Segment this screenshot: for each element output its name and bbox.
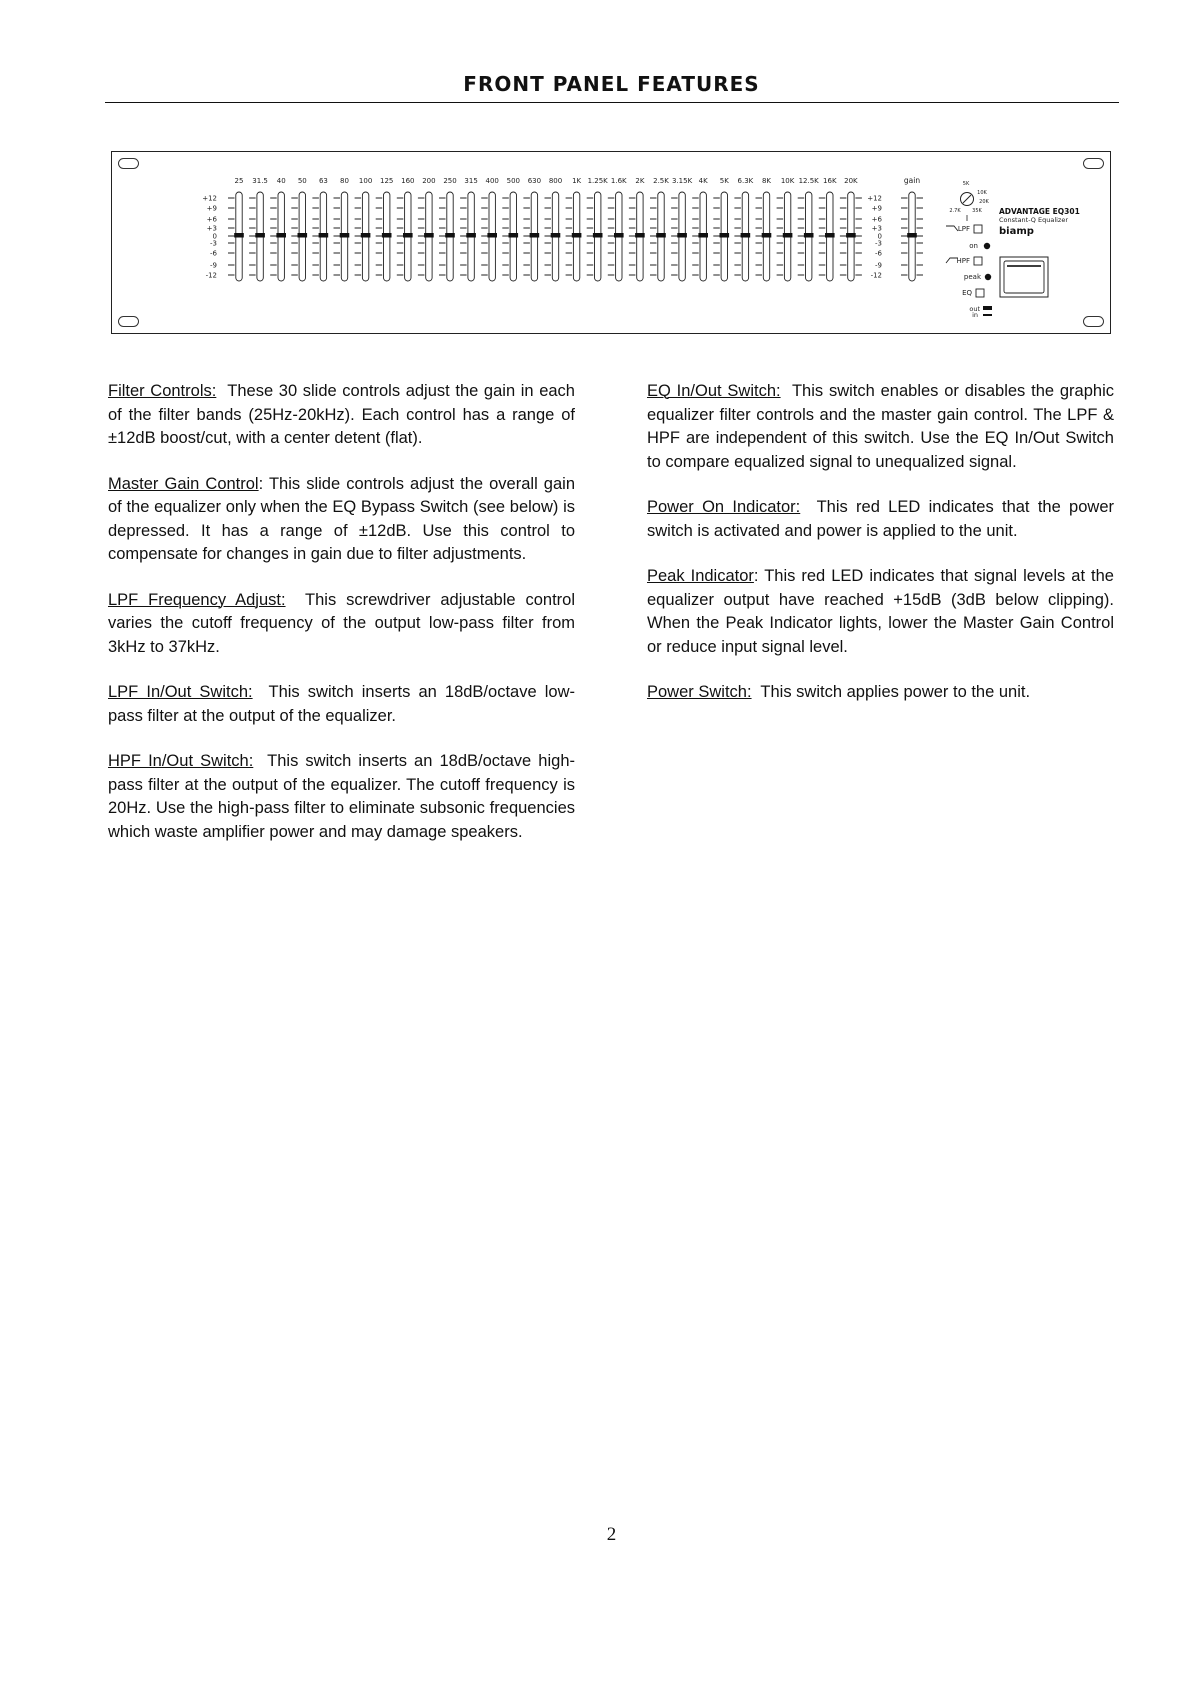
band-label: 2.5K [653, 177, 669, 185]
scale-label-right: +3 [871, 224, 882, 233]
band-label: 160 [401, 177, 415, 185]
model-name: ADVANTAGE EQ301 [999, 207, 1080, 216]
power-on-term: Power On Indicator: [647, 498, 801, 516]
eq-switch-label: EQ [962, 289, 972, 297]
scale-label-left: +12 [202, 194, 217, 203]
equalizer-front-panel [112, 152, 1112, 335]
out-indicator-icon [983, 306, 992, 310]
model-subtitle: Constant-Q Equalizer [999, 216, 1069, 224]
slider-knob [635, 233, 645, 238]
band-label: 315 [464, 177, 478, 185]
band-label: 1.6K [610, 177, 627, 185]
slider-knob [593, 233, 603, 238]
band-label: 16K [823, 177, 837, 185]
eq-switch-icon [976, 289, 984, 297]
band-label: 12.5K [798, 177, 819, 185]
master-gain-text: : This slide controls adjust the overall gain of the equalizer only when the EQ Bypass Switch (see below) is depressed. It has a range of ±12dB. Use this control to compensate for changes in gain due to filter adjustments. [108, 474, 575, 563]
power-on-paragraph [647, 496, 1114, 543]
hpf-switch-text: This switch inserts an 18dB/octave high-pass filter at the output of the equalizer. The cutoff frequency is 20Hz. Use the high-pass filter to eliminate subsonic frequencies which waste amplifier power and may damage speakers. [108, 752, 575, 841]
scale-label-left: +6 [206, 215, 217, 224]
band-label: 250 [443, 177, 457, 185]
filter-controls-term: Filter Controls: [108, 382, 217, 400]
master-gain-term: Master Gain Control [108, 474, 259, 493]
slider-knob [656, 233, 666, 238]
band-label: 400 [485, 177, 499, 185]
filter-controls-text: These 30 slide controls adjust the gain in each of the filter bands (25Hz-20kHz). Each control has a range of ±12dB boost/cut, with a center detent (flat). [108, 382, 575, 447]
slider-knob [783, 233, 793, 238]
band-label: 3.15K [672, 177, 693, 185]
slider-knob [234, 233, 244, 238]
slider-knob [276, 233, 286, 238]
slider-knob [487, 233, 497, 238]
slider-knob [551, 233, 561, 238]
power-switch-text: This switch applies power to the unit. [760, 683, 1031, 701]
band-label: 8K [761, 177, 772, 185]
knob-label: 10K [977, 190, 987, 196]
slider-knob [424, 233, 434, 238]
slider-knob [572, 233, 582, 238]
band-label: 125 [380, 177, 394, 185]
slider-knob [530, 233, 540, 238]
page-title: FRONT PANEL FEATURES [463, 72, 760, 96]
scale-label-left: +9 [206, 204, 217, 213]
power-led-icon [984, 243, 990, 249]
knob-label: 20K [979, 199, 989, 205]
in-indicator-icon [983, 314, 992, 316]
left-column [108, 380, 575, 866]
scale-label-right: +12 [867, 194, 882, 203]
scale-label-left: 0 [212, 232, 217, 241]
slider-knob [340, 233, 350, 238]
band-label: 20K [844, 177, 858, 185]
band-label: 500 [506, 177, 520, 185]
scale-label-right: -3 [875, 239, 882, 248]
knob-label: 5K [962, 181, 970, 187]
scale-label-left: -12 [205, 271, 217, 280]
right-column [647, 380, 1114, 727]
knob-label: 2.7K [949, 208, 961, 214]
eq-switch-term: EQ In/Out Switch: [647, 382, 781, 400]
scale-label-right: -6 [875, 249, 882, 258]
slider-knob [509, 233, 519, 238]
hpf-switch-term: HPF In/Out Switch: [108, 752, 254, 770]
band-label: 6.3K [737, 177, 754, 185]
out-label: out [969, 305, 980, 313]
brand-logo: biamp [999, 226, 1034, 237]
lpf-switch-text: This switch inserts an 18dB/octave low-pass filter at the output of the equalizer. [108, 683, 575, 725]
scale-label-right: +9 [871, 204, 882, 213]
band-label: 63 [318, 177, 328, 185]
band-label: 4K [698, 177, 708, 185]
band-label: 2K [635, 177, 645, 185]
slider-knob [698, 233, 708, 238]
hpf-switch-icon [974, 257, 982, 265]
scale-label-left: +3 [206, 224, 217, 233]
master-slider-knob [907, 233, 917, 238]
scale-label-right: -9 [875, 261, 882, 270]
master-gain-paragraph [108, 473, 575, 567]
band-label: 800 [548, 177, 563, 185]
slider-knob [298, 233, 308, 238]
filter-controls-paragraph [108, 380, 575, 451]
slider-knob [741, 233, 751, 238]
page-number: 2 [606, 1524, 617, 1545]
hpf-switch-label: HPF [956, 257, 970, 265]
slider-knob [255, 233, 265, 238]
lpf-knob-slot [963, 195, 971, 203]
slider-knob [720, 233, 730, 238]
band-label: 40 [276, 177, 286, 185]
slider-knob [382, 233, 392, 238]
band-label: 630 [527, 177, 542, 185]
peak-term: Peak Indicator [647, 567, 754, 585]
slider-knob [846, 233, 856, 238]
front-panel-diagram [111, 151, 1111, 334]
on-led-label: on [969, 242, 978, 250]
scale-label-right: +6 [871, 215, 882, 224]
slider-knob [614, 233, 624, 238]
slider-knob [445, 233, 455, 238]
lowpass-symbol-icon [946, 226, 958, 231]
slider-knob [319, 233, 329, 238]
slider-knob [762, 233, 772, 238]
power-on-text: This red LED indicates that the power switch is activated and power is applied to the unit. [647, 498, 1114, 540]
band-label: 1K [572, 177, 582, 185]
knob-label: 35K [972, 208, 982, 214]
power-switch-icon [1000, 257, 1048, 297]
scale-label-right: 0 [877, 232, 882, 241]
title-rule [105, 102, 1119, 103]
lpf-frequency-text: This screwdriver adjustable control varies the cutoff frequency of the output low-pass filter from 3kHz to 37kHz. [108, 590, 575, 656]
scale-label-left: -3 [210, 239, 217, 248]
peak-text: : This red LED indicates that signal levels at the equalizer output have reached +15dB (3dB below clipping). When the Peak Indicator lights, lower the Master Gain Control or reduce input signal level. [647, 567, 1114, 656]
slider-knob [677, 233, 687, 238]
lpf-frequency-paragraph [108, 589, 575, 660]
eq-switch-paragraph [647, 380, 1114, 474]
scale-label-left: -9 [210, 261, 217, 270]
lpf-switch-paragraph [108, 681, 575, 728]
hpf-switch-paragraph [108, 750, 575, 844]
band-label: 1.25K [587, 177, 608, 185]
band-label: 10K [780, 177, 795, 185]
in-label: in [972, 311, 978, 319]
lpf-switch-term: LPF In/Out Switch: [108, 683, 253, 701]
lpf-switch-label: LPF [957, 225, 970, 233]
lpf-switch-icon [974, 225, 982, 233]
peak-led-label: peak [963, 273, 981, 281]
scale-label-left: -6 [210, 249, 217, 258]
slider-knob [403, 233, 413, 238]
lpf-frequency-term: LPF Frequency Adjust: [108, 590, 286, 609]
slider-knob [804, 233, 814, 238]
slider-knob [361, 233, 371, 238]
scale-label-right: -12 [870, 271, 882, 280]
band-label: 80 [340, 177, 349, 185]
band-label: 5K [719, 177, 729, 185]
master-gain-label: gain [903, 176, 921, 185]
band-label: 25 [234, 177, 244, 185]
power-switch-term: Power Switch: [647, 683, 752, 701]
peak-paragraph [647, 565, 1114, 659]
peak-led-icon [985, 274, 991, 280]
band-label: 50 [297, 177, 307, 185]
power-switch-paragraph [647, 681, 1114, 705]
band-label: 31.5 [252, 177, 268, 185]
slider-knob [825, 233, 835, 238]
band-label: 100 [358, 177, 373, 185]
slider-knob [466, 233, 476, 238]
band-label: 200 [422, 177, 436, 185]
eq-switch-text: This switch enables or disables the graphic equalizer filter controls and the master gain control. The LPF & HPF are independent of this switch. Use the EQ In/Out Switch to compare equalized signal to unequalized signal. [647, 382, 1114, 471]
